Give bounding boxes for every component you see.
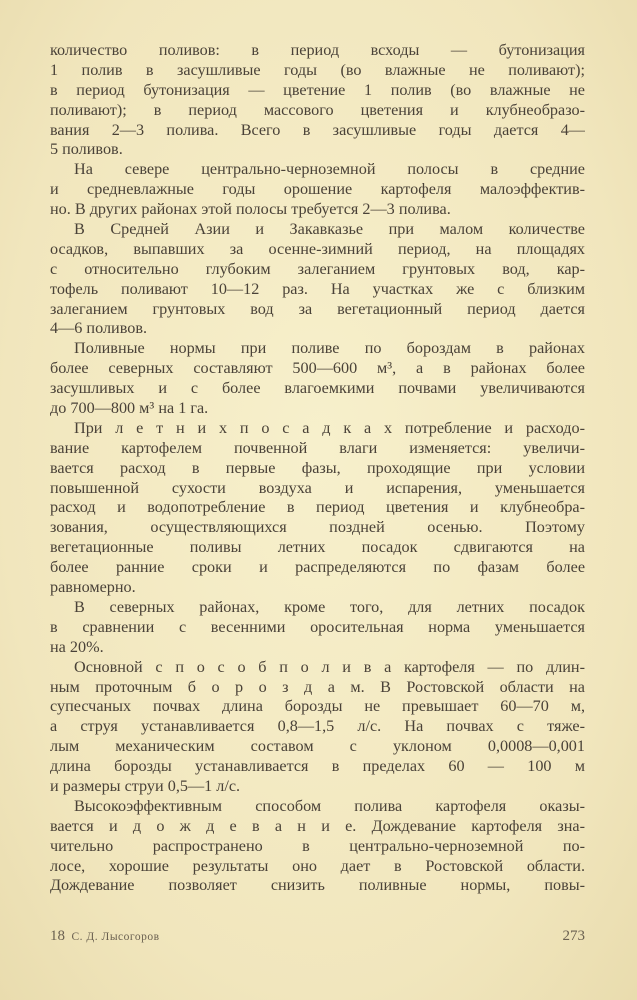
- text-line: вается и д о ж д е в а н и е. Дождевание картофеля зна-: [50, 816, 585, 835]
- text-line: вается расход в первые фазы, проходящие при условии: [50, 458, 585, 477]
- text-line: длина борозды устанавливается в пределах 60 — 100 м: [50, 757, 585, 776]
- text-line: более ранние сроки и распределяются по фазам более: [50, 558, 585, 577]
- text-line: осадков, выпавших за осенне-зимний период, на площадях: [50, 239, 585, 258]
- text-line: и средневлажные годы орошение картофеля малоэффектив-: [50, 180, 585, 199]
- text-line: 4—6 поливов.: [50, 319, 148, 338]
- text-line: тофель поливают 10—12 раз. На участках же с близким: [50, 279, 585, 298]
- text-line: лосе, хорошие результаты оно дает в Ростовской области.: [50, 856, 585, 875]
- text-line: равномерно.: [50, 578, 136, 597]
- text-line: ным проточным б о р о з д а м. В Ростовской области на: [50, 677, 585, 696]
- paragraph: [50, 160, 585, 220]
- paragraph: [50, 220, 585, 339]
- text-line: 1 полив в засушливые годы (во влажные не поливают);: [50, 60, 585, 79]
- text-line: лым механическим составом с уклоном 0,0008—0,001: [50, 737, 585, 756]
- signature-author: С. Д. Лысогоров: [71, 931, 160, 943]
- text-line: зования, осуществляющихся поздней осенью. Поэтому: [50, 518, 585, 537]
- text-line: засушливых и с более влагоемкими почвами увеличиваются: [50, 379, 585, 398]
- text-line: повышенной сухости воздуха и испарения, уменьшается: [50, 478, 585, 497]
- text-line: В Средней Азии и Закавказье при малом количестве: [74, 220, 585, 239]
- text-line: количество поливов: в период всходы — бутонизация: [50, 41, 585, 59]
- paragraph: [50, 658, 585, 797]
- paragraph: [50, 41, 585, 160]
- text-line: а струя устанавливается 0,8—1,5 л/с. На почвах с тяже-: [50, 717, 585, 736]
- text-line: Основной с п о с о б п о л и в а картофеля — по длин-: [74, 657, 585, 676]
- text-line: чительно распространено в центрально-черноземной по-: [50, 836, 585, 855]
- text-line: При л е т н и х п о с а д к а х потребление и расходо-: [74, 418, 585, 437]
- printer-signature: [50, 928, 160, 945]
- text-line: супесчаных почвах длина борозды не превышает 60—70 м,: [50, 697, 585, 716]
- body-text: [50, 41, 585, 896]
- text-line: вания 2—3 полива. Всего в засушливые годы дается 4—: [50, 120, 585, 139]
- text-line: Высокоэффективным способом полива картофеля оказы-: [74, 796, 585, 815]
- text-line: в период бутонизация — цветение 1 полив (во влажные не: [50, 80, 585, 99]
- text-line: более северных составляют 500—600 м³, а в районах более: [50, 359, 585, 378]
- text-line: на 20%.: [50, 637, 104, 656]
- text-line: расход и водопотребление в период цветения и клубнеобра-: [50, 498, 585, 517]
- text-line: На севере центрально-черноземной полосы в средние: [74, 160, 585, 179]
- text-line: Поливные нормы при поливе по бороздам в районах: [74, 339, 585, 358]
- paragraph: [50, 419, 585, 598]
- signature-number: 18: [50, 928, 65, 944]
- page-footer: [50, 928, 585, 948]
- text-line: и размеры струи 0,5—1 л/с.: [50, 776, 241, 795]
- text-line: В северных районах, кроме того, для летних посадок: [74, 597, 585, 616]
- paragraph: [50, 339, 585, 419]
- text-line: но. В других районах этой полосы требуется 2—3 полива.: [50, 200, 451, 219]
- text-line: 5 поливов.: [50, 140, 123, 159]
- text-line: Дождевание позволяет снизить поливные нормы, повы-: [50, 876, 585, 895]
- text-line: вегетационные поливы летних посадок сдвигаются на: [50, 538, 585, 557]
- text-line: в сравнении с весенними оросительная норма уменьшается: [50, 617, 585, 636]
- text-line: поливают); в период массового цветения и клубнеобразо-: [50, 100, 585, 119]
- page-number: 273: [562, 928, 585, 944]
- text-line: до 700—800 м³ на 1 га.: [50, 399, 209, 418]
- text-line: вание картофелем почвенной влаги изменяется: увеличи-: [50, 438, 585, 457]
- paragraph: [50, 598, 585, 658]
- paragraph: [50, 797, 585, 896]
- text-line: с относительно глубоким залеганием грунтовых вод, кар-: [50, 259, 585, 278]
- text-line: залеганием грунтовых вод за вегетационный период дается: [50, 299, 585, 318]
